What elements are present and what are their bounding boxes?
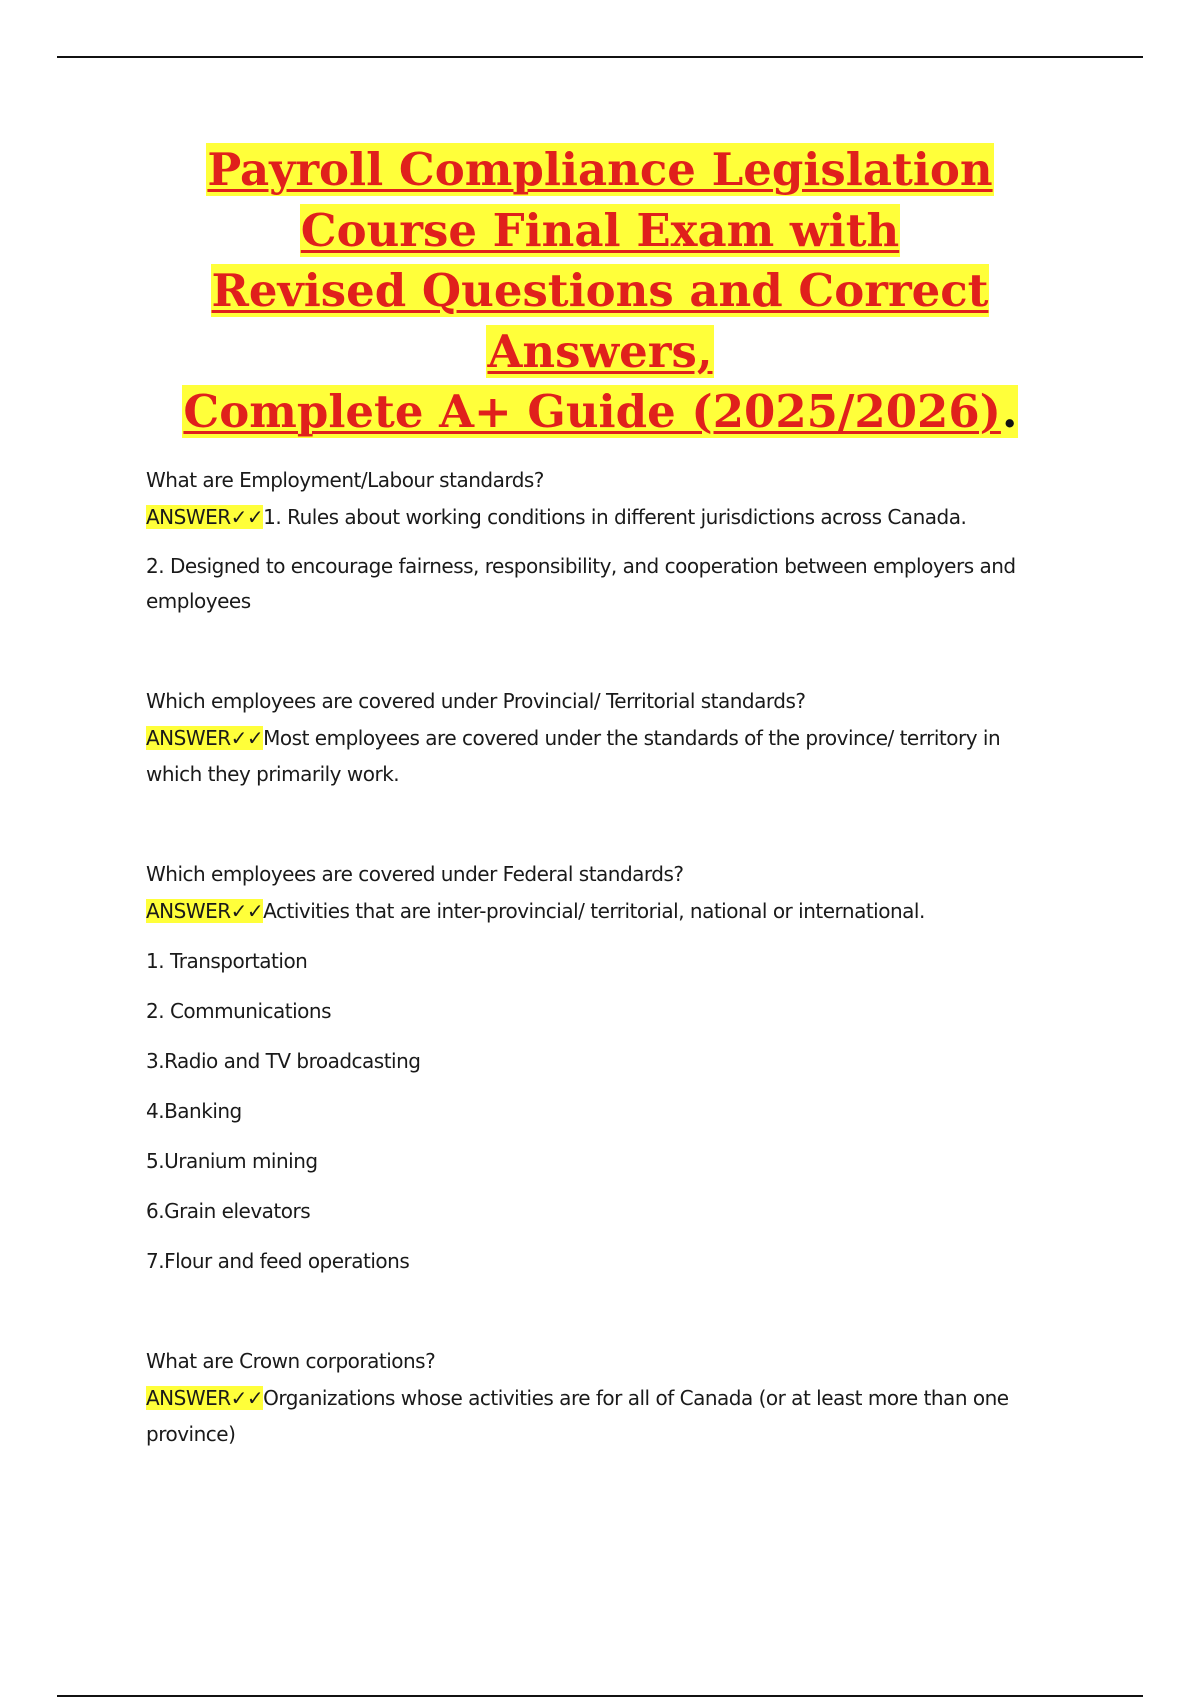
answer-body: Organizations whose activities are for all of Canada (or at least more than one province) — [146, 1386, 1009, 1446]
spacer — [146, 1279, 1046, 1342]
title-line-3: Revised Questions and Correct — [211, 264, 989, 317]
list-item: 5.Uranium mining — [146, 1149, 318, 1173]
answer-label: ANSWER✓✓ — [146, 899, 264, 923]
title-trailing-dot: . — [1001, 385, 1018, 438]
top-rule — [57, 56, 1143, 58]
title-line-5: Complete A+ Guide (2025/2026). — [183, 385, 1018, 438]
spacer — [146, 619, 1046, 682]
list-item: 6.Grain elevators — [146, 1199, 311, 1223]
answer-text — [146, 720, 1046, 792]
answer-text — [146, 1380, 1046, 1452]
answer-body: 1. Rules about working conditions in different jurisdictions across Canada. — [263, 505, 967, 529]
question-text: Which employees are covered under Federal standards? — [146, 862, 684, 886]
title-line-2: Course Final Exam with — [300, 203, 900, 257]
answer-body: Activities that are inter-provincial/ territorial, national or international. — [263, 899, 925, 923]
bottom-rule — [57, 1695, 1143, 1697]
list-item: 2. Communications — [146, 999, 331, 1023]
qa-content — [146, 461, 1046, 1452]
question-text: What are Employment/Labour standards? — [146, 468, 544, 492]
answer-label: ANSWER✓✓ — [146, 505, 264, 529]
answer-text — [146, 499, 1046, 535]
answer-body: Most employees are covered under the standards of the province/ territory in which they primarily work. — [146, 726, 1001, 786]
qa-item-1 — [146, 461, 1046, 619]
question-text: Which employees are covered under Provincial/ Territorial standards? — [146, 689, 806, 713]
answer-extra: 2. Designed to encourage fairness, responsibility, and cooperation between employers and employees — [146, 554, 1016, 613]
answer-label: ANSWER✓✓ — [146, 1386, 264, 1410]
spacer — [146, 792, 1046, 855]
list-item: 1. Transportation — [146, 949, 308, 973]
qa-item-4 — [146, 1342, 1046, 1452]
list-item: 3.Radio and TV broadcasting — [146, 1049, 421, 1073]
qa-item-3 — [146, 855, 1046, 1279]
answer-text — [146, 893, 1046, 929]
answer-label: ANSWER✓✓ — [146, 726, 264, 750]
list-item: 7.Flour and feed operations — [146, 1249, 410, 1273]
title-line-1: Payroll Compliance Legislation — [207, 143, 993, 196]
question-text: What are Crown corporations? — [146, 1349, 436, 1373]
title-line-4: Answers, — [487, 324, 713, 378]
document-title — [0, 140, 1200, 443]
list-item: 4.Banking — [146, 1099, 242, 1123]
qa-item-2 — [146, 682, 1046, 792]
